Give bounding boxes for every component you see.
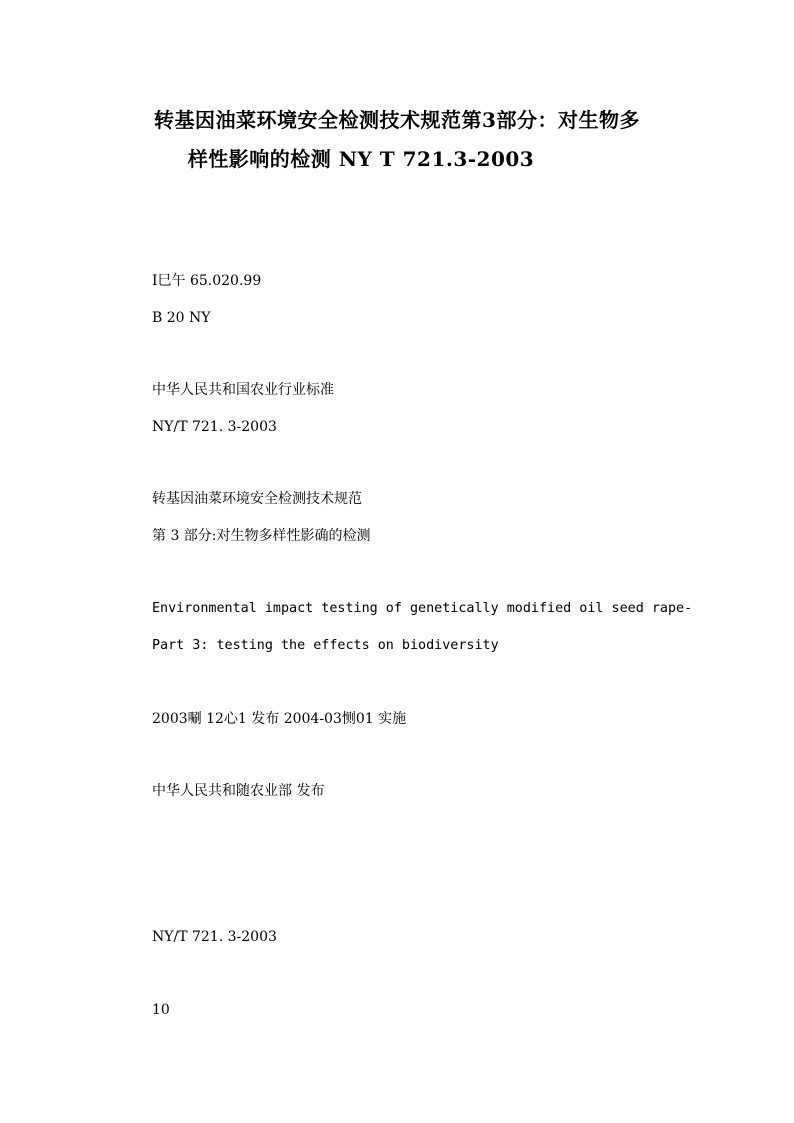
chinese-title-line-1: 转基因油菜环境安全检测技术规范 (152, 491, 362, 507)
english-title-line-2: Part 3: testing the effects on biodiversity (152, 638, 499, 653)
standard-organization: 中华人民共和国农业行业标准 (152, 382, 334, 398)
document-title-line-2: 样性影响的检测 NY T 721.3-2003 (187, 147, 535, 171)
issuing-authority: 中华人民共和随农业部 发布 (152, 783, 325, 799)
footer-standard-number: NY/T 721. 3-2003 (152, 929, 277, 945)
standard-number: NY/T 721. 3-2003 (152, 419, 277, 435)
issue-implementation-dates: 2003唰 12心1 发布 2004-03恻01 实施 (152, 711, 407, 727)
chinese-title-line-2: 第 3 部分:对生物多样性影确的检测 (152, 528, 371, 544)
document-title-line-1: 转基因油菜环境安全检测技术规范第3部分：对生物多 (154, 108, 640, 132)
page-number: 10 (152, 1002, 170, 1018)
ics-code: I巳午 65.020.99 (152, 273, 262, 289)
ccs-code: B 20 NY (152, 310, 211, 326)
english-title-line-1: Environmental impact testing of genetically modified oil seed rape- (152, 601, 693, 616)
